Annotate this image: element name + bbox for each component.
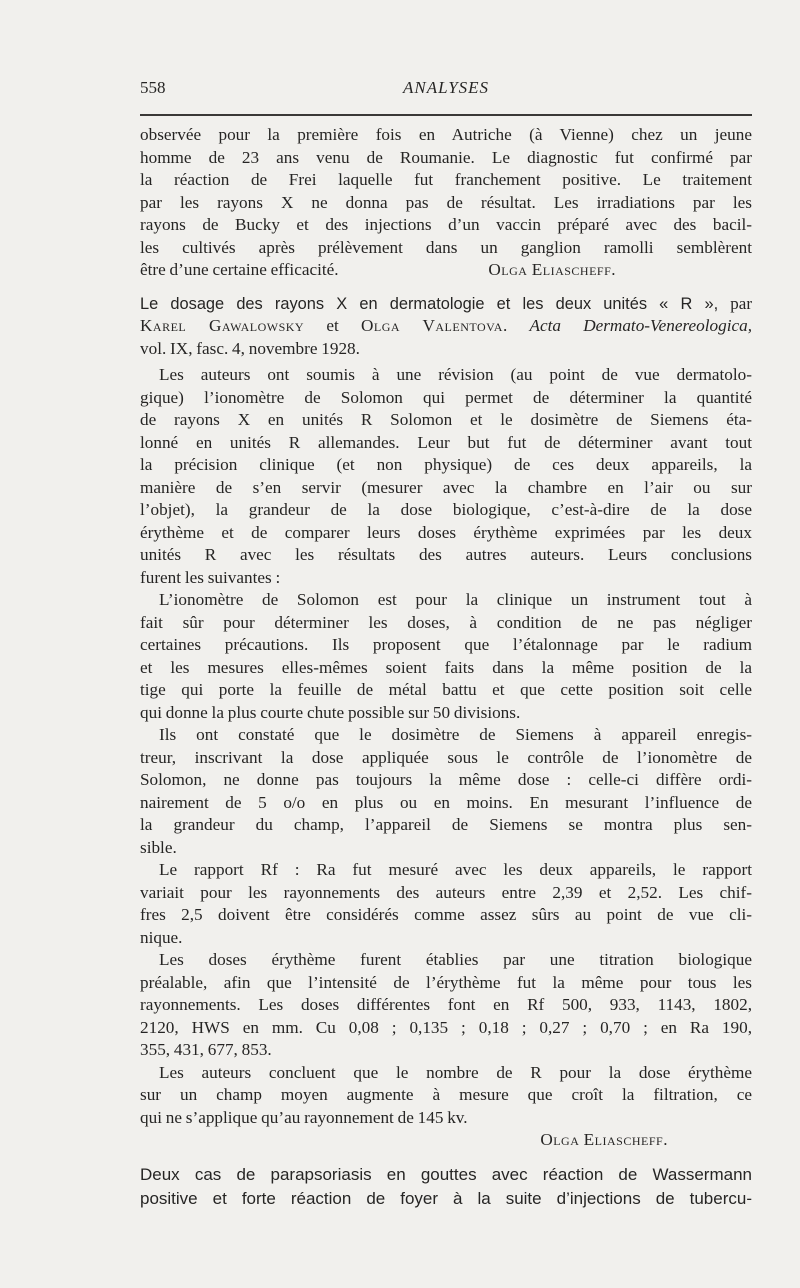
text-line: par les rayons X ne donna pas de résultat. Les irradiations par les [140, 192, 752, 212]
text-line: qui donne la plus courte chute possible sur 50 divisions. [140, 702, 521, 722]
text-line: fait sûr pour déterminer les doses, à condition de ne pas négliger [140, 612, 752, 632]
article-et: et [304, 316, 361, 335]
next-heading-line: positive et forte réaction de foyer à la suite d’injections de tubercu- [140, 1188, 752, 1208]
text-line: sur un champ moyen augmente à mesure que croît la filtration, ce [140, 1085, 752, 1104]
text-line: la réaction de Frei laquelle fut franchement positive. Le traitement [140, 170, 752, 189]
article-author-2: Olga Valentova [360, 316, 503, 335]
text-line: furent les suivantes : [140, 567, 281, 587]
text-line: érythème et de comparer leurs doses érythème exprimées par les deux [140, 522, 752, 542]
article-title: Le dosage des rayons X en dermatologie et les deux unités « R », [140, 294, 731, 313]
article-citation: vol. IX, fasc. 4, novembre 1928. [140, 338, 360, 358]
text-line: qui ne s’applique qu’au rayonnement de 145 kv. [140, 1107, 468, 1127]
page-body [140, 124, 752, 1211]
text-line: 355, 431, 677, 853. [140, 1040, 272, 1059]
section-gap [140, 282, 752, 293]
text-line: treur, inscrivant la dose appliquée sous le contrôle de l’ionomètre de [140, 747, 752, 767]
text-line: tige qui porte la feuille de métal battu et que cette position soit celle [140, 680, 752, 699]
text-line: variait pour les rayonnements des auteurs entre 2,39 et 2,52. Les chif- [140, 882, 752, 902]
text-line: observée pour la première fois en Autriche (à Vienne) chez un jeune [140, 125, 752, 144]
text-line: L’ionomètre de Solomon est pour la clinique un instrument tout à [159, 590, 752, 609]
text-line: la précision clinique (et non physique) de ces deux appareils, la [140, 455, 752, 474]
page-number: 558 [140, 78, 166, 97]
text-line: Solomon, ne donne pas toujours la même dose : celle-ci diffère ordi- [140, 770, 752, 789]
section-gap-2 [140, 1152, 752, 1163]
text-line: préalable, afin que l’intensité de l’érythème fut la même pour tous les [140, 972, 752, 992]
article-journal: Acta Dermato-Venereologica, [529, 316, 752, 335]
text-line: et les mesures elles-mêmes soient faits dans la même position de la [140, 657, 752, 677]
article-heading-line-2 [140, 315, 752, 338]
text-line: 2120, HWS en mm. Cu 0,08 ; 0,135 ; 0,18 ; 0,27 ; 0,70 ; en Ra 190, [140, 1017, 752, 1037]
text-line: de rayons X en unités R Solomon et le dosimètre de Siemens éta- [140, 410, 752, 429]
article-par: par [730, 293, 752, 313]
text-line: certaines précautions. Ils proposent que l’étalonnage par le radium [140, 635, 752, 654]
next-article-heading [140, 1163, 752, 1211]
text-line: Les auteurs concluent que le nombre de R pour la dose érythème [159, 1062, 752, 1082]
text-line: manière de s’en servir (mesurer avec la chambre en l’air ou sur [140, 477, 752, 497]
text-line: unités R avec les résultats des autres auteurs. Leurs conclusions [140, 545, 752, 564]
signature-2-line [140, 1129, 752, 1152]
article-author-1: Karel Gawalowsky [140, 316, 305, 335]
article-heading-line-1 [140, 293, 752, 316]
text-line: Les auteurs ont soumis à une révision (au point de vue dermatolo- [159, 365, 752, 384]
text-line: Ils ont constaté que le dosimètre de Siemens à appareil enregis- [159, 725, 752, 744]
header-rule [140, 114, 752, 116]
running-title: ANALYSES [402, 78, 490, 97]
text-line: sible. [140, 837, 177, 857]
article-sep: . [502, 316, 530, 335]
intro-last-text: être d’une certaine efficacité. [140, 260, 339, 279]
next-heading-line: Deux cas de parapsoriasis en gouttes avec réaction de Wassermann [140, 1164, 752, 1184]
page-header [140, 78, 752, 102]
article-body [140, 364, 752, 1129]
intro-paragraph [140, 124, 752, 259]
signature-2: Olga Eliascheff. [540, 1130, 668, 1149]
text-line: rayons de Bucky et des injections d’un vaccin préparé avec des bacil- [140, 215, 752, 234]
text-line: l’objet), la grandeur de la dose biologique, c’est-à-dire de la dose [140, 500, 752, 519]
text-line: lonné en unités R allemandes. Leur but fut de déterminer avant tout [140, 432, 752, 452]
intro-last-line [140, 259, 752, 282]
signature-1: Olga Eliascheff. [488, 260, 617, 279]
text-line: nairement de 5 o/o en plus ou en moins. En mesurant l’influence de [140, 792, 752, 812]
text-line: Le rapport Rf : Ra fut mesuré avec les deux appareils, le rapport [159, 860, 752, 879]
text-line: la grandeur du champ, l’appareil de Siemens se montra plus sen- [140, 815, 752, 834]
text-line: homme de 23 ans venu de Roumanie. Le diagnostic fut confirmé par [140, 147, 752, 167]
text-line: rayonnements. Les doses différentes font en Rf 500, 933, 1143, 1802, [140, 995, 752, 1014]
text-line: fres 2,5 doivent être considérés comme assez sûrs au point de vue cli- [140, 905, 752, 924]
text-line: nique. [140, 927, 183, 947]
text-line: les cultivés après prélèvement dans un ganglion ramolli semblèrent [140, 237, 752, 257]
text-line: gique) l’ionomètre de Solomon qui permet de déterminer la quantité [140, 387, 752, 407]
text-line: Les doses érythème furent établies par une titration biologique [159, 950, 752, 969]
